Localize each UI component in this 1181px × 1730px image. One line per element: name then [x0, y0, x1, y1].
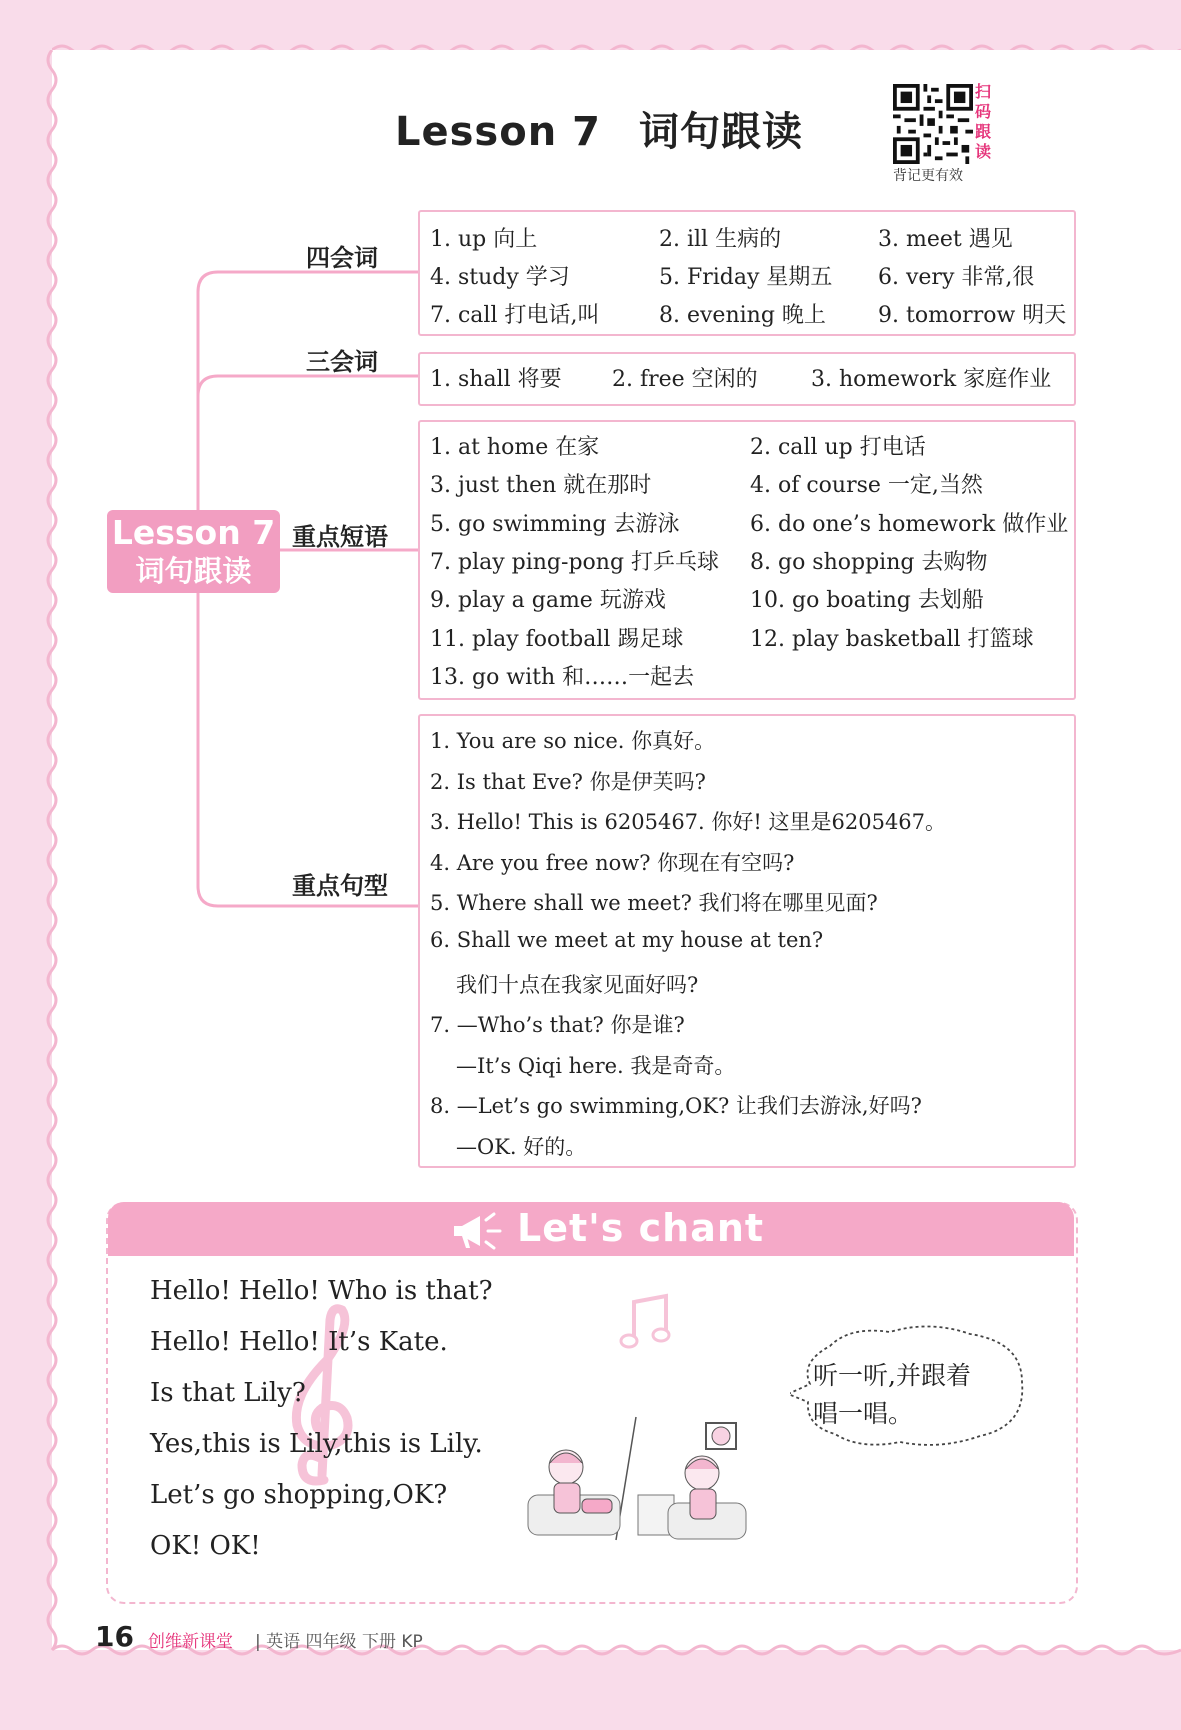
chant-line: Hello! Hello! Who is that?	[150, 1276, 493, 1306]
lesson-badge	[107, 510, 280, 593]
phrase-item: 11. play football 踢足球	[430, 626, 684, 652]
four-word-item: 2. ill 生病的	[659, 227, 782, 252]
page-number: 16	[95, 1620, 134, 1653]
qr-side-label: 扫码跟读	[975, 82, 992, 161]
three-word-item: 2. free 空闲的	[612, 367, 758, 392]
sentence-item: —OK. 好的。	[456, 1135, 587, 1159]
four-word-item: 1. up 向上	[430, 227, 538, 252]
phrase-item: 10. go boating 去划船	[750, 588, 984, 614]
phrase-item: 13. go with 和……一起去	[430, 664, 695, 690]
phrase-item: 9. play a game 玩游戏	[430, 588, 666, 614]
sentence-item: 我们十点在我家见面好吗?	[456, 972, 699, 997]
four-word-item: 5. Friday 星期五	[659, 265, 833, 290]
category-sentences: 重点句型	[292, 872, 388, 900]
chant-line: OK! OK!	[150, 1531, 261, 1561]
megaphone-icon	[448, 1208, 506, 1252]
sentence-item: 3. Hello! This is 6205467. 你好! 这里是6205467。	[430, 810, 947, 835]
footer-brand: 创维新课堂	[148, 1632, 233, 1652]
sentence-item: —It’s Qiqi here. 我是奇奇。	[456, 1053, 736, 1078]
four-word-item: 9. tomorrow 明天	[878, 303, 1067, 328]
phrase-item: 2. call up 打电话	[750, 435, 926, 460]
qr-caption: 背记更有效	[893, 168, 963, 184]
sentence-item: 6. Shall we meet at my house at ten?	[430, 928, 824, 952]
sentence-item: 5. Where shall we meet? 我们将在哪里见面?	[430, 891, 878, 916]
chant-line: Let’s go shopping,OK?	[150, 1480, 448, 1510]
bubble-line-1: 听一听,并跟着	[813, 1361, 971, 1390]
three-word-item: 3. homework 家庭作业	[811, 367, 1052, 392]
bubble-line-2: 唱一唱。	[813, 1399, 914, 1428]
four-word-item: 4. study 学习	[430, 265, 570, 290]
phrase-item: 1. at home 在家	[430, 435, 600, 460]
category-three-words: 三会词	[306, 348, 378, 376]
phrase-item: 6. do one’s homework 做作业	[750, 511, 1069, 537]
three-word-item: 1. shall 将要	[430, 367, 562, 392]
phrase-item: 8. go shopping 去购物	[750, 549, 988, 575]
category-phrases: 重点短语	[292, 523, 388, 551]
phrase-item: 3. just then 就在那时	[430, 473, 652, 499]
chant-line: Is that Lily?	[150, 1378, 306, 1408]
four-word-item: 8. evening 晚上	[659, 303, 826, 328]
chant-line: Hello! Hello! It’s Kate.	[150, 1327, 448, 1357]
page-title	[395, 100, 803, 157]
page-border-left	[44, 50, 60, 1650]
phrase-item: 5. go swimming 去游泳	[430, 511, 680, 537]
sentence-item: 8. —Let’s go swimming,OK? 让我们去游泳,好吗?	[430, 1094, 922, 1119]
phone-call-illustration	[518, 1415, 752, 1550]
sentence-item: 4. Are you free now? 你现在有空吗?	[430, 850, 795, 875]
lesson-badge-line1: Lesson 7	[111, 513, 276, 552]
bubble-text	[813, 1357, 971, 1433]
sentence-item: 1. You are so nice. 你真好。	[430, 729, 716, 753]
phrase-item: 4. of course 一定,当然	[750, 473, 983, 499]
music-note-icon	[618, 1292, 674, 1352]
lesson-badge-line2: 词句跟读	[135, 554, 252, 588]
chant-title: Let's chant	[517, 1206, 765, 1250]
phrase-item: 7. play ping-pong 打乒乓球	[430, 549, 720, 575]
chant-line: Yes,this is Lily,this is Lily.	[150, 1429, 483, 1459]
four-word-item: 7. call 打电话,叫	[430, 303, 600, 328]
sentence-item: 7. —Who’s that? 你是谁?	[430, 1013, 685, 1038]
title-cn: 词句跟读	[638, 109, 803, 155]
four-word-item: 3. meet 遇见	[878, 227, 1013, 252]
phrase-item: 12. play basketball 打篮球	[750, 626, 1034, 652]
four-word-item: 6. very 非常,很	[878, 265, 1035, 290]
category-four-words: 四会词	[306, 244, 378, 272]
sentence-item: 2. Is that Eve? 你是伊芙吗?	[430, 769, 706, 794]
footer-info: | 英语 四年级 下册 KP	[255, 1632, 423, 1652]
qr-code-icon[interactable]	[893, 84, 973, 164]
title-en: Lesson 7	[395, 109, 601, 155]
